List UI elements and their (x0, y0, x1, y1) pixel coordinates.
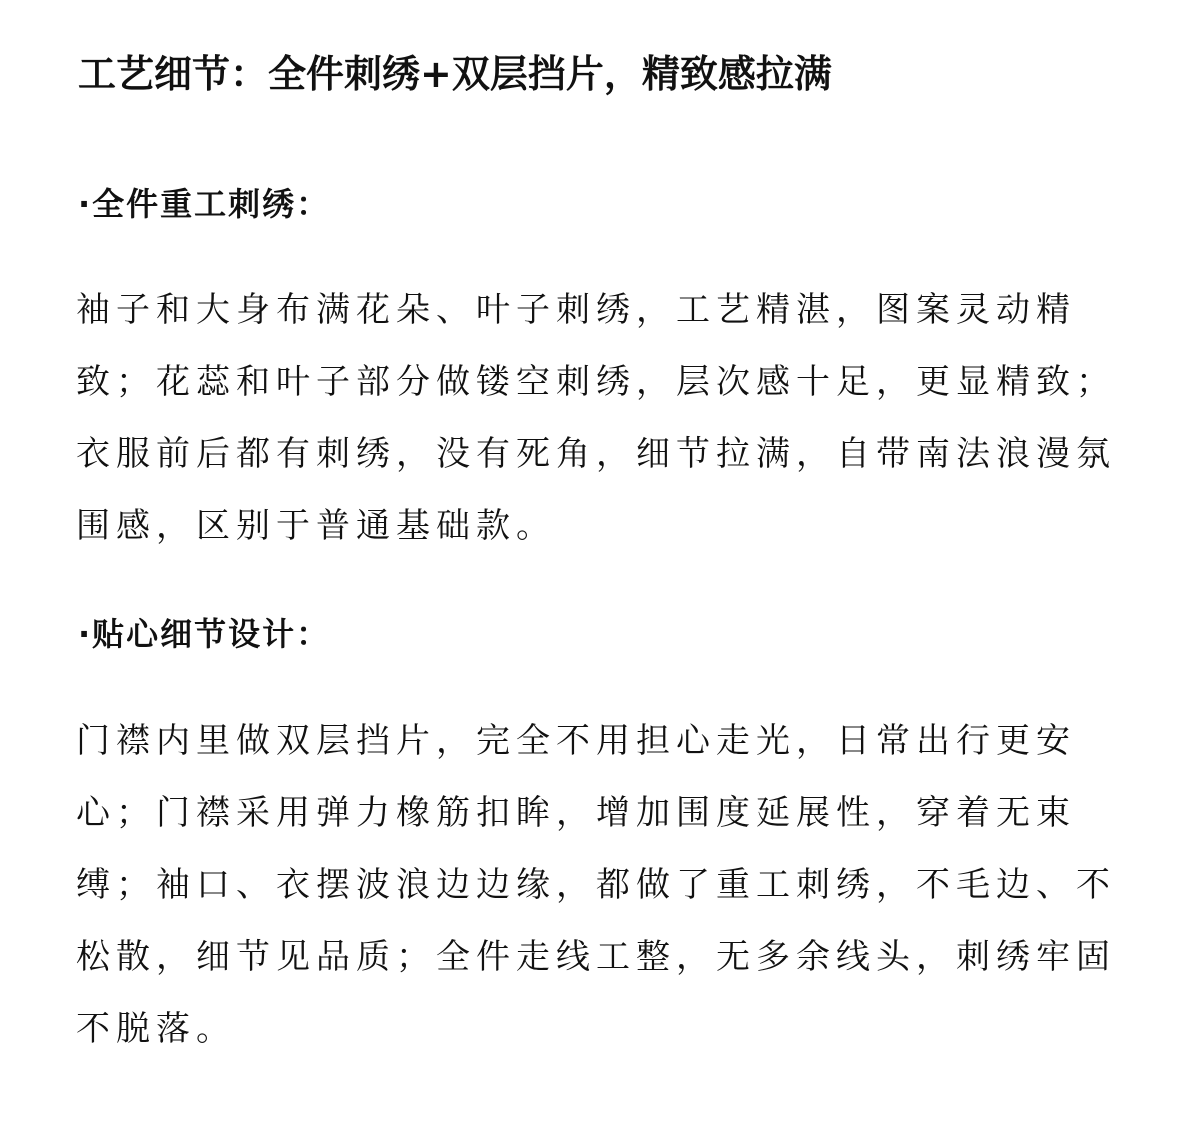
paragraph-line: 围感，区别于普通基础款。 (76, 506, 556, 546)
paragraph-line: 致；花蕊和叶子部分做镂空刺绣，层次感十足，更显精致； (76, 362, 1116, 402)
paragraph-line: 缚；袖口、衣摆波浪边边缘，都做了重工刺绣，不毛边、不 (76, 865, 1116, 905)
paragraph-line: 门襟内里做双层挡片，完全不用担心走光，日常出行更安 (76, 721, 1076, 761)
section-paragraph-details (76, 705, 1122, 1065)
section-heading-details: ·贴心细节设计： (78, 615, 331, 653)
paragraph-line: 心；门襟采用弹力橡筋扣眸，增加围度延展性，穿着无束 (76, 793, 1076, 833)
page-title: 工艺细节：全件刺绣+双层挡片，精致感拉满 (78, 52, 832, 96)
paragraph-line: 袖子和大身布满花朵、叶子刺绣，工艺精湛，图案灵动精 (76, 290, 1076, 330)
paragraph-line: 不脱落。 (76, 1009, 236, 1049)
paragraph-line: 衣服前后都有刺绣，没有死角，细节拉满，自带南法浪漫氛 (76, 434, 1116, 474)
paragraph-line: 松散，细节见品质；全件走线工整，无多余线头，刺绣牢固 (76, 937, 1116, 977)
section-heading-embroidery: ·全件重工刺绣： (78, 185, 331, 223)
section-paragraph-embroidery (76, 274, 1122, 562)
